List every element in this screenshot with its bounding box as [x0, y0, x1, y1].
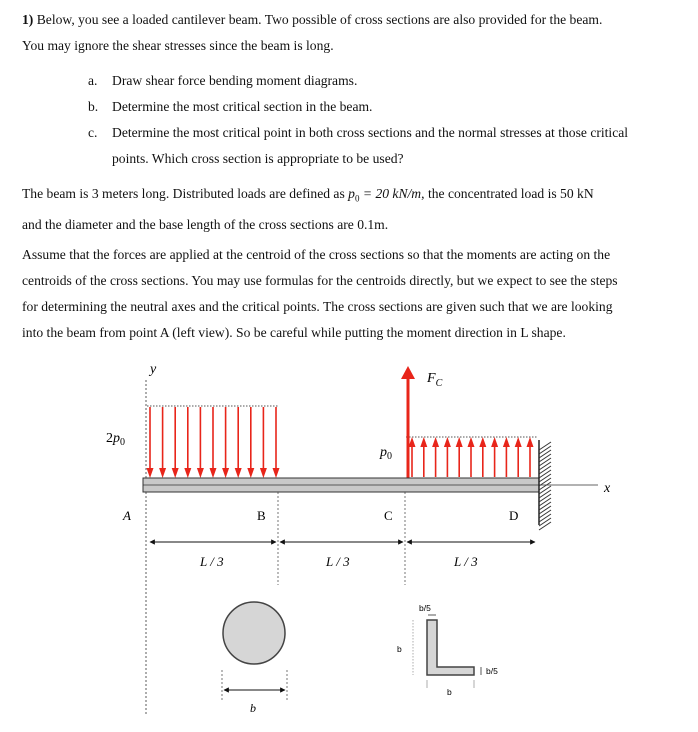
force-label: $F_C$ [427, 371, 443, 389]
l-top-label: b/5 [419, 603, 431, 613]
concentrated-force [401, 366, 415, 478]
dim-label-3: L / 3 [454, 554, 478, 569]
task-a: a. Draw shear force bending moment diagrams. [88, 73, 358, 88]
distributed-load-left [147, 406, 280, 478]
load-right-label: $p_0$ [380, 445, 392, 462]
distributed-load-right [406, 437, 537, 477]
l-section [427, 620, 474, 675]
load-symbol: p [348, 186, 355, 201]
beam-figure [0, 355, 698, 730]
l-thickness-label: b/5 [486, 666, 498, 676]
x-axis-label: x [604, 481, 611, 496]
problem-assumptions: Assume that the forces are applied at the centroid of the cross sections so that the moments are acting on the centroids of the cross sections. You may use formulas for the centroids directly, but we expect to see the steps for determining the neutral axes and the critical points. The cross sections are given such that we are looking into the beam from point A (left view). So be careful while putting the moment direction in L shape. [22, 247, 618, 340]
dim-label-1: L / 3 [200, 554, 224, 569]
problem-given: The beam is 3 meters long. Distributed loads are defined as $p_0 = 20$ kN/m, the concentrated load is 50 kN and the diameter and the base length of the cross sections are 0.1m. [22, 186, 594, 232]
point-c: C [384, 508, 393, 523]
point-a: A [123, 508, 131, 523]
y-axis-label: y [150, 362, 157, 377]
l-base-label: b [447, 687, 452, 697]
dim-label-2: L / 3 [326, 554, 350, 569]
load-left-label: $2p_0$ [106, 431, 125, 448]
problem-intro [22, 7, 682, 59]
circle-dim-label: b [250, 701, 256, 715]
problem-number: 1) [22, 12, 34, 27]
point-d: D [509, 508, 519, 523]
intro-line2: You may ignore the shear stresses since the beam is long. [22, 38, 334, 53]
task-b: b. Determine the most critical section in the beam. [88, 99, 373, 114]
intro-line1: Below, you see a loaded cantilever beam. Two possible of cross sections are also provided for the beam. [33, 12, 603, 27]
point-b: B [257, 508, 266, 523]
task-c: c. Determine the most critical point in both cross sections and the normal stresses at those critical points. Which cross section is appropriate to be used? [88, 125, 629, 166]
circular-section [223, 602, 285, 664]
l-height-label: b [397, 644, 402, 654]
